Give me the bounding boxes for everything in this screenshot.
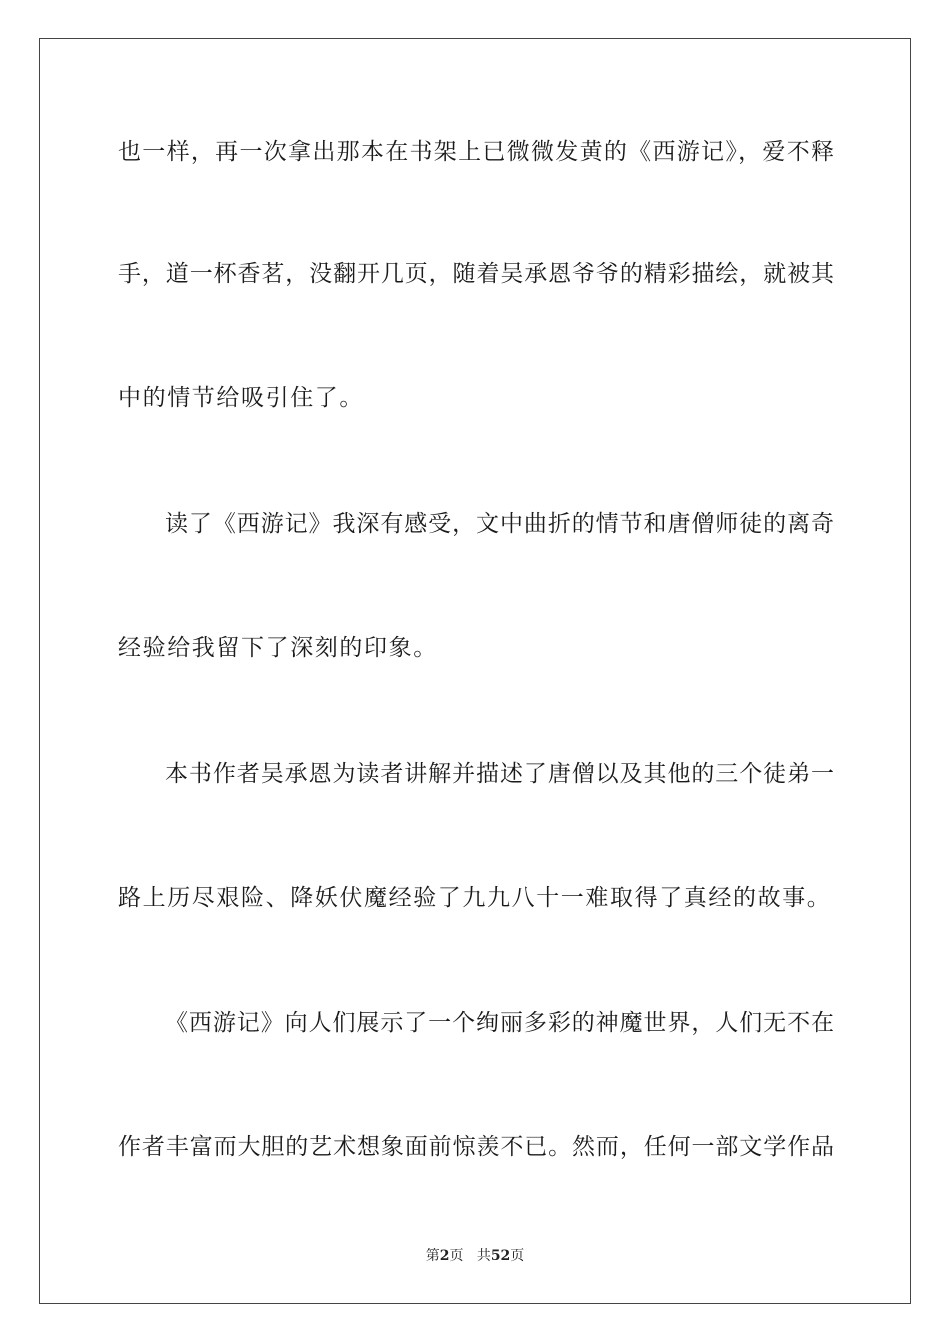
paragraph-first-line: 读了《西游记》我深有感受，文中曲折的情节和唐僧师徒的离奇 [165, 511, 834, 537]
body-text-line: 手，道一杯香茗，没翻开几页，随着吴承恩爷爷的精彩描绘，就被其 [118, 261, 834, 287]
page-border [39, 38, 911, 1304]
total-suffix: 页 [510, 1248, 525, 1264]
page-footer [0, 1246, 950, 1266]
body-text-line: 中的情节给吸引住了。 [118, 385, 364, 411]
paragraph-first-line: 《西游记》向人们展示了一个绚丽多彩的神魔世界，人们无不在 [165, 1010, 834, 1036]
page-prefix: 第 [425, 1248, 440, 1264]
body-text-line: 作者丰富而大胆的艺术想象面前惊羡不已。然而，任何一部文学作品 [118, 1134, 834, 1160]
body-text-line: 路上历尽艰险、降妖伏魔经验了九九八十一难取得了真经的故事。 [118, 885, 832, 911]
paragraph-first-line: 本书作者吴承恩为读者讲解并描述了唐僧以及其他的三个徒弟一 [165, 761, 834, 787]
total-prefix: 共 [476, 1248, 491, 1264]
total-pages: 52 [490, 1248, 511, 1264]
body-text-line: 也一样，再一次拿出那本在书架上已微微发黄的《西游记》，爱不释 [118, 139, 834, 165]
page-suffix: 页 [449, 1248, 464, 1264]
page-number: 2 [439, 1248, 450, 1264]
body-text-line: 经验给我留下了深刻的印象。 [118, 635, 438, 661]
